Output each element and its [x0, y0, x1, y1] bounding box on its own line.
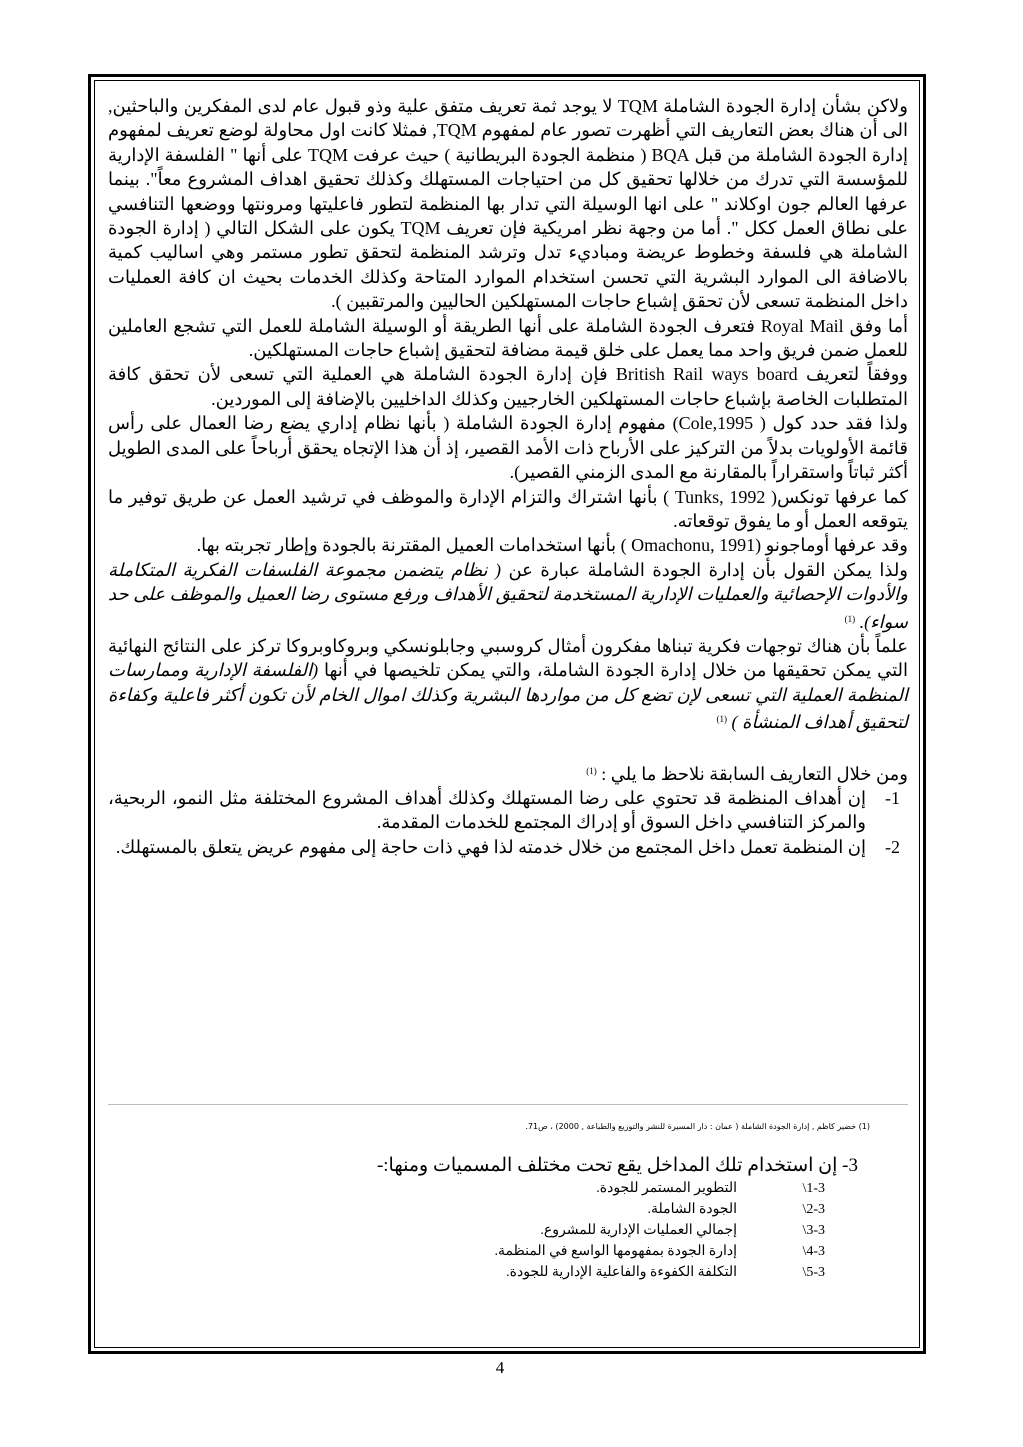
- list-item: [108, 786, 908, 835]
- sub-list-item: [300, 1262, 825, 1283]
- footnote-ref: (1): [844, 613, 856, 624]
- sub-item-text: إدارة الجودة بمفهومها الواسع في المنظمة.: [494, 1244, 737, 1259]
- paragraph-british-rail: ووفقاً لتعريف British Rail ways board فإن إدارة الجودة الشاملة هي العملية التي تسعى لأن تحقق كافة المتطلبات الخاصة بإشباع حاجات المستهلكين الخارجيين وكذلك الداخليين بالإضافة إلى الموردين.: [108, 364, 908, 409]
- paragraph-tqm-definitions: ولاكن بشأن إدارة الجودة الشاملة TQM لا يوجد ثمة تعريف متفق علية وذو قبول عام لدى المفكرين والباحثين, الى أن هناك بعض التعاريف التي أظهرت تصور عام لمفهوم TQM, فمثلا كانت اول محاولة لوضع تعريف لمفهوم إدارة الجودة الشاملة من قبل BQA ( منظمة الجودة البريطانية ) حيث عرفت TQM على أنها " الفلسفة الإدارية للمؤسسة التي تدرك من خلالها تحقيق كل من احتياجات المستهلك وكذلك تحقيق اهداف المشروع معاً". بينما عرفها العالم جون اوكلاند " على انها الوسيلة التي تدار بها المنظمة لتطور فاعليتها ومرونتها ووضعها التنافسي على نطاق العمل ككل ". أما من وجهة نظر امريكية فإن تعريف TQM يكون على الشكل التالي ( إدارة الجودة الشاملة هي فلسفة وخطوط عريضة ومباديء تدل وترشد المنظمة لتحقق تطور مستمر وهي اساليب كمية بالاضافة الى الموارد البشرية التي تحسن استخدام الموارد المتاحة وكذلك الخدمات بحيث ان كافة العمليات داخل المنظمة تسعى لأن تحقق إشباع حاجات المستهلكين الحاليين والمرتقبين ).: [108, 96, 908, 312]
- paragraph-tunks: كما عرفها تونكس( Tunks, 1992 ) بأنها اشتراك والتزام الإدارة والموظف في ترشيد العمل عن طريق توفير ما يتوقعه العمل أو ما يفوق توقعاته.: [108, 486, 909, 531]
- sub-item-number: 1-3\: [802, 1181, 825, 1196]
- list-item-3: [108, 1154, 858, 1178]
- sub-item-text: الجودة الشاملة.: [647, 1202, 737, 1217]
- orientation-italic: (الفلسفة الإدارية وممارسات المنظمة العملية التي تسعى لإن تضع كل من مواردها البشرية وكذلك اموال الخام لأن تكون أكثر فاعلية وكفاءة لتحقيق أهداف المنشأة ): [108, 660, 908, 733]
- list-item-text: إن أهداف المنظمة قد تحتوي على رضا المستهلك وكذلك أهداف المشروع المختلفة مثل النمو، الربحية، والمركز التنافسي داخل السوق أو إدراك المجتمع للخدمات المقدمة.: [108, 787, 866, 833]
- paragraph-royal-mail: أما وفق Royal Mail فتعرف الجودة الشاملة على أنها الطريقة أو الوسيلة الشاملة للعمل التي تشجع العاملين للعمل ضمن فريق واحد مما يعمل على خلق قيمة مضافة لتحقيق إشباع حاجات المستهلكين.: [108, 315, 909, 361]
- main-text: [108, 94, 908, 859]
- conclusion-intro-text: ومن خلال التعاريف السابقة نلاحظ ما يلي :: [601, 763, 908, 784]
- paragraph-orientation: [108, 634, 908, 735]
- sub-list-item: [300, 1220, 825, 1241]
- sub-list-item: [300, 1199, 825, 1220]
- list-item-text: إن المنظمة تعمل داخل المجتمع من خلال خدمته لذا فهي ذات حاجة إلى مفهوم عريض يتعلق بالمستهلك.: [115, 836, 866, 857]
- list-item-number: 3-: [842, 1155, 858, 1176]
- definition-lead: ولذا يمكن القول بأن إدارة الجودة الشاملة عبارة عن: [508, 559, 909, 580]
- footnote: (1) خضير كاظم , إدارة الجودة الشاملة ( عمان : دار المسيرة للنشر والتوزيع والطباعة , 2000) ، ص71.: [525, 1122, 870, 1131]
- page-number: 4: [495, 1358, 505, 1377]
- footnote-ref: (1): [586, 765, 597, 776]
- sub-list-item: [300, 1178, 825, 1199]
- list-item-number: 1-: [885, 787, 900, 808]
- sub-item-number: 5-3\: [802, 1265, 825, 1280]
- list-item-number: 2-: [885, 836, 900, 857]
- definition-italic: ( نظام يتضمن مجموعة الفلسفات الفكرية المتكاملة والأدوات الإحصائية والعمليات الإدارية المستخدمة لتحقيق الأهداف ورفع مستوى رضا العميل والموظف على حد سواء).: [108, 559, 908, 632]
- conclusion-intro: [108, 759, 908, 786]
- sub-list: [300, 1178, 825, 1283]
- paragraph-omachonu: وقد عرفها أوماجونو (Omachonu, 1991 ) بأنها استخدامات العميل المقترنة بالجودة وإطار تجربته بها.: [196, 535, 908, 556]
- list-item-text: إن استخدام تلك المداخل يقع تحت مختلف المسميات ومنها:-: [376, 1155, 838, 1176]
- footnote-ref: (1): [716, 714, 728, 725]
- orientation-lead: علماً بأن هناك توجهات فكرية تبناها مفكرون أمثال كروسبي وجابلونسكي وبروكاوبروكا تركز على النتائج النهائية التي يمكن تحقيقها من خلال إدارة الجودة الشاملة، والتي يمكن تلخيصها في أنها: [108, 635, 909, 681]
- sub-list-item: [300, 1241, 825, 1262]
- sub-item-text: التطوير المستمر للجودة.: [596, 1181, 737, 1196]
- numbered-list: [108, 786, 908, 859]
- paragraph-cole: ولذا فقد حدد كول ( Cole,1995) مفهوم إدارة الجودة الشاملة ( بأنها نظام إداري يضع رضا العمال على رأس قائمة الأولويات بدلاً من التركيز على الأرباح ذات الأمد القصير، إذ أن هذا الإتجاه يحقق أرباحاً على المدى الطويل أكثر ثباتاً واستقراراً بالمقارنة مع المدى الزمني القصير).: [108, 413, 908, 483]
- footnote-separator: [108, 1104, 908, 1105]
- sub-item-text: إجمالي العمليات الإدارية للمشروع.: [540, 1223, 737, 1238]
- sub-item-text: التكلفة الكفوءة والفاعلية الإدارية للجودة.: [506, 1265, 737, 1280]
- sub-item-number: 3-3\: [802, 1223, 825, 1238]
- list-item: [108, 835, 908, 859]
- paragraph-definition: [108, 558, 908, 634]
- sub-item-number: 2-3\: [802, 1202, 825, 1217]
- sub-item-number: 4-3\: [802, 1244, 825, 1259]
